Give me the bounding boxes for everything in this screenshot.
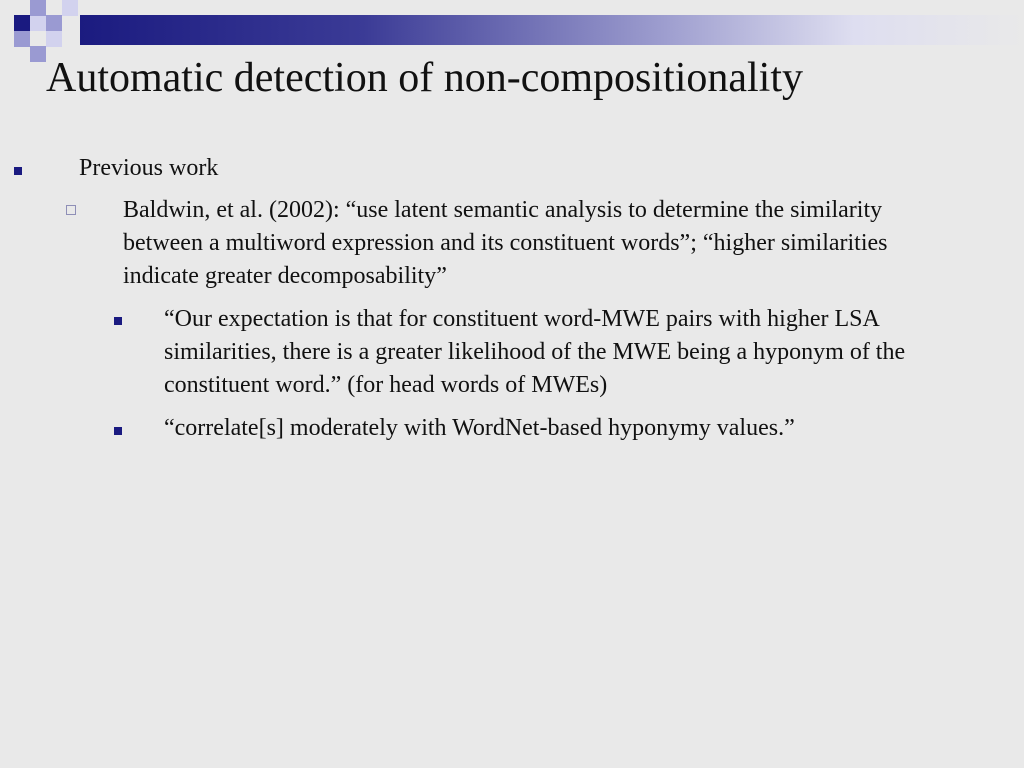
- logo-square-light: [62, 0, 78, 16]
- logo-square-light: [30, 15, 46, 31]
- level3-item: “Our expectation is that for constituent word-MWE pairs with higher LSA similarities, there is a greater likelihood of the MWE being a hyponym of the constituent word.” (for head words of MWEs): [164, 306, 906, 398]
- level1-item: Previous work: [79, 155, 219, 181]
- level3-bullet-icon: [114, 317, 122, 325]
- level2-bullet-icon: [66, 205, 76, 215]
- logo-square-mid: [14, 31, 30, 47]
- slide-title: Automatic detection of non-compositionality: [46, 55, 804, 101]
- level2-item: Baldwin, et al. (2002): “use latent semantic analysis to determine the similarity between a multiword expression and its constituent words”; “higher similarities indicate greater decomposability”: [123, 197, 888, 289]
- logo-square-mid: [46, 15, 62, 31]
- logo-square-dark: [14, 15, 30, 31]
- logo-square-mid: [30, 46, 46, 62]
- level3-item: “correlate[s] moderately with WordNet-based hyponymy values.”: [164, 415, 795, 441]
- level1-bullet-icon: [14, 167, 22, 175]
- logo-square-light: [46, 31, 62, 47]
- logo-square-mid: [30, 0, 46, 16]
- level3-bullet-icon: [114, 427, 122, 435]
- title-gradient-bar: [80, 15, 1024, 45]
